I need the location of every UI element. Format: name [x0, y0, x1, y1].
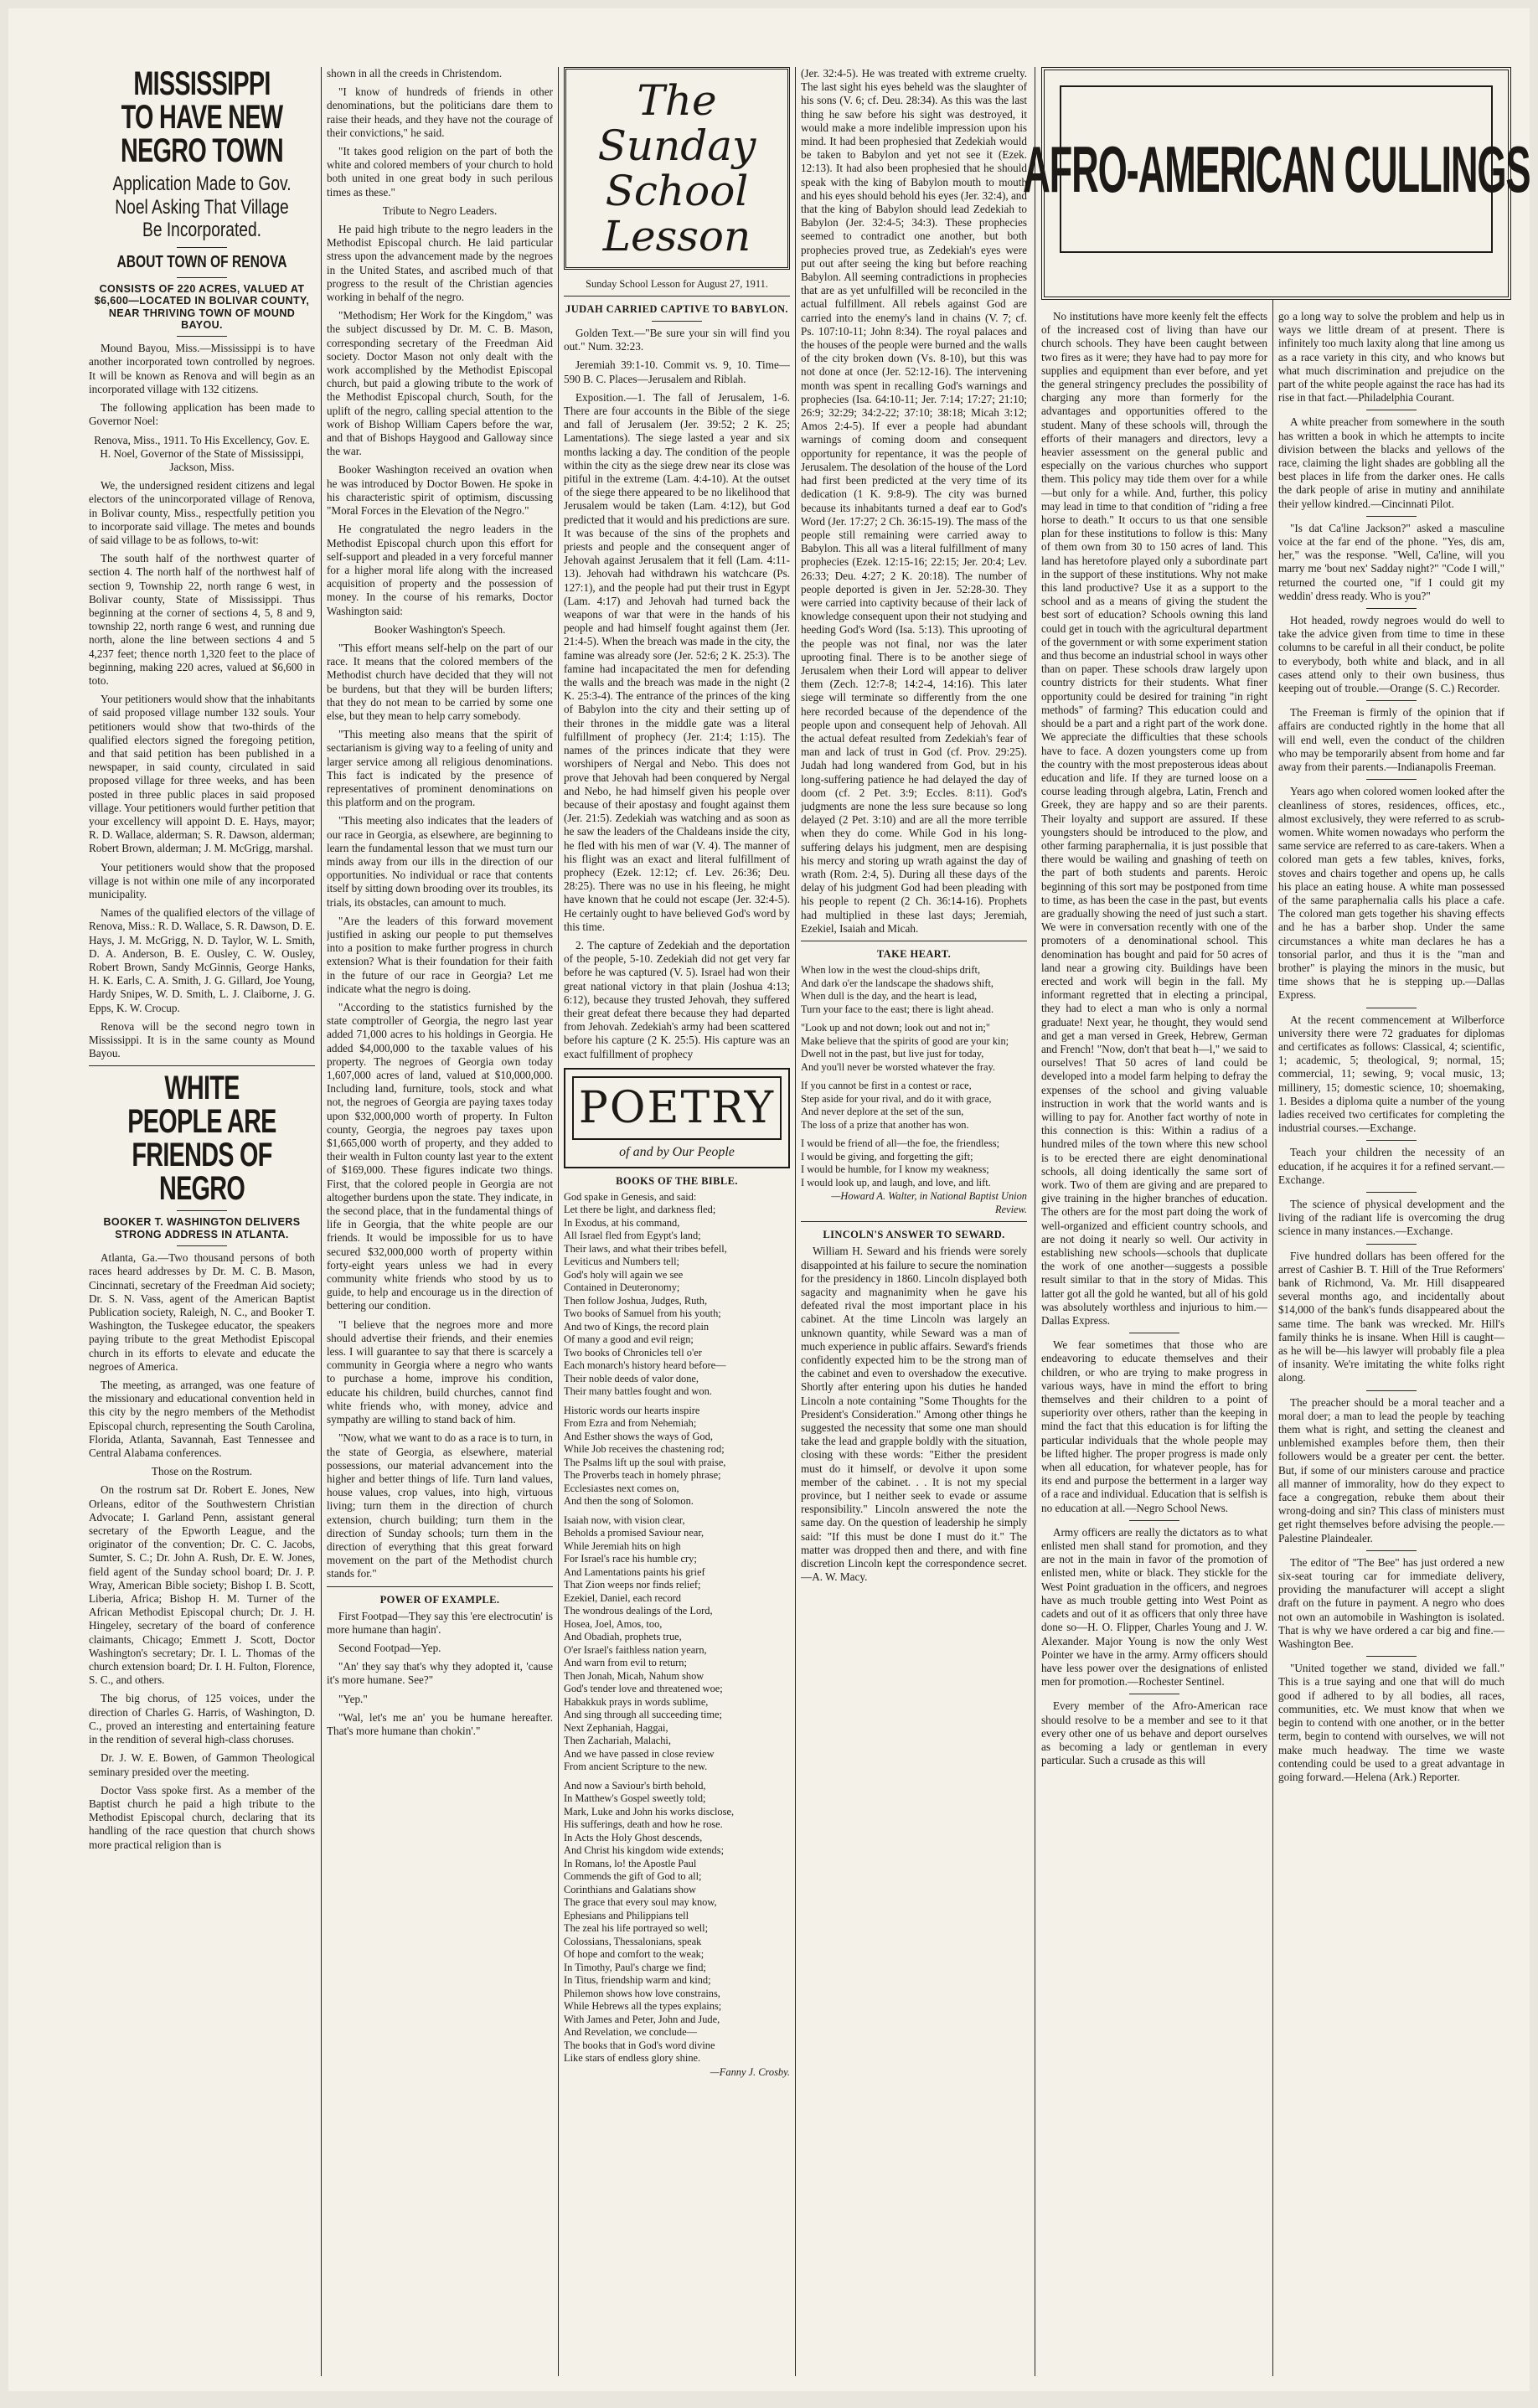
poem-line: In Acts the Holy Ghost descends,: [564, 1831, 703, 1843]
poem-title: TAKE HEART.: [876, 948, 952, 960]
poem-line: When dull is the day, and the heart is lead,: [801, 990, 978, 1002]
article-paragraph: "Now, what we want to do as a race is to turn, in the state of Georgia, as elsewhere, material possessions, our material advancement into the higher and better things of life. Turn land values, house values, crop values, into high, virtuous living; turn them in the direction of church extension, church building; turn them in the direction of Sunday schools; turn them in the direction of everything that this great forward movement on the part of the Methodist church stands for.": [327, 1431, 553, 1580]
poem-line: The books that in God's word divine: [564, 2039, 715, 2051]
poem-line: And warn from evil to return;: [564, 1657, 687, 1669]
article-paragraph: The following application has been made to Governor Noel:: [89, 401, 315, 428]
divider: [177, 1245, 227, 1246]
poem-line: [801, 1016, 1027, 1021]
article-paragraph: He paid high tribute to the negro leaders in the Methodist Episcopal church. He laid particular stress upon the advancement made by the negroes in the United States, and ascribed much of that progress to the result of the Christian agencies working in behalf of the negro.: [327, 223, 553, 304]
article-paragraph: "This meeting also indicates that the leaders of our race in Georgia, as elsewhere, are beginning to learn the fundamental lesson that we must turn our minds away from our ills in the direction of our opportunities. No individual or race that contents itself by sitting down brooding over its troubles, its trials, its obstacles, can amount to much.: [327, 814, 553, 909]
poem-line: I would be humble, for I know my weakness;: [801, 1163, 989, 1175]
poem-line: And Lamentations paints his grief: [564, 1565, 705, 1578]
masthead-title: AFRO-AMERICAN CULLINGS: [1022, 131, 1530, 206]
poem-line: God's tender love and threatened woe;: [564, 1683, 723, 1695]
article-paragraph: A white preacher from somewhere in the south has written a book in which he attempts to incite division between the blacks and yellows of the race, claiming the light shades are gobbling all the best places in life from the darker ones. He calls the dark people of arise in mutiny and annihilate their yellow kindred.—Cincinnati Pilot.: [1278, 415, 1504, 510]
poem-line: Their laws, and what their tribes befell,: [564, 1242, 727, 1255]
article-paragraph: Exposition.—1. The fall of Jerusalem, 1-6. There are four accounts in the Bible of the siege and fall of Jerusalem (Jer. 39:52; 2 K. 25; Lamentations). The siege lasted a year and six months lacking a day. The condition of the people within the city as the siege drew near its close was pitiful in the extreme (Lam. 4:4-10). At the outset of the siege there appeared to be no likelihood that Jerusalem would be taken (Lam. 4:12), but God predicted that it would and his predictions are sure. It was because of the sins of the prophets and priests and people and the consequent anger of Jehovah against Jerusalem that it fell (Lam. 4:11-13). Jehovah had withdrawn his watchcare (Ps. 127:1), and the people had put their trust in Egypt (Lam. 4:17) and Jehovah had turned back the weapons of war that were in the hands of his people and had himself fought against them (Jer. 21:4-5). When the breach was made in the city, the famine was already sore (Jer. 52:6; 2 K. 25:3). The famine had incapacitated the men for defending the walls and the breach was made in the night (2 K. 25:3-4). The entrance of the princes of the king of Babylon into the city and their setting up of their thrones in the middle gate was a literal fulfillment of prophecy (Jer. 21:4; 1:15). The names of the princes indicate that they were worshipers of Nergal and Nebo. This does not prove that Jehovah had been conquered by Nergal and Nebo, he had himself given his people over because of their apostasy and fought against them (Jer. 21:5). Zedekiah was watching and as soon as he saw the leaders of the Chaldeans inside the city, he fled with his men of war (V. 4). The manner of his flight was an exact and literal fulfillment of prophecy (Ezek. 12:12; cf. Lev. 26:36; Deu. 28:25). There was no use in his fleeing, he might have known that he could not escape (Jer. 32:4-5). He certainly ought to have believed God's word by this time.: [564, 390, 790, 933]
article-paragraph: Five hundred dollars has been offered for the arrest of Cashier B. T. Hill of the True Reformers' bank of Richmond, Va. Mr. Hill disappeared several months ago, and incidentally about $14,000 of the bank's funds disappeared about the same time. The bank was wrecked. Mr. Hill's family thinks he is insane. When Hill is caught—as he will be—his lawyer will probably file a plea of insanity. We're imitating the white folks right along.: [1278, 1249, 1504, 1384]
poem-line: Beholds a promised Saviour near,: [564, 1527, 704, 1539]
article-paragraph: The science of physical development and the living of the radiant life is overcoming the drug science in many instances.—Exchange.: [1278, 1197, 1504, 1238]
poem-line: Philemon shows how love constrains,: [564, 1987, 720, 1999]
headline-white-people: WHITE PEOPLE ARE FRIENDS OF NEGRO: [127, 1070, 276, 1208]
poem-take-heart: [801, 964, 1027, 1189]
poem-line: In Matthew's Gospel sweetly told;: [564, 1792, 706, 1805]
article-paragraph: "Methodism; Her Work for the Kingdom," was the subject discussed by Dr. M. C. B. Mason, corresponding secretary of the Freedman Aid society. Doctor Mason not only dealt with the work accomplished by the Methodist Episcopal church, but paid a glowing tribute to the work of the Methodist Episcopal church, South, for the uplift of the negro, calling special attention to the work of Bishop William Capers before the war, and that of Bishops Haygood and Galloway since the war.: [327, 309, 553, 458]
column-5: [1041, 310, 1267, 2376]
poem-line: God spake in Genesis, and said:: [564, 1190, 697, 1203]
article-paragraph: "This effort means self-help on the part of our race. It means that the colored members of the Methodist church have decided that they will not be burdens, but that they will be burden lifters; that they do not mean to be carried by some one else, but they mean to help carry somebody.: [327, 641, 553, 722]
poem-line: In Romans, lo! the Apostle Paul: [564, 1857, 697, 1869]
article-paragraph: At the recent commencement at Wilberforce university there were 72 graduates for diplomas and certificates as follows: Classical, 4; scientific, 1; academic, 5; theological, 9; normal, 15; commercial, 11; sewing, 9; vocal music, 13; millinery, 15; domestic science, 10; shoemaking, 1. Besides a diploma quite a number of the young ladies received two certificates for completing the industrial courses.—Exchange.: [1278, 1013, 1504, 1135]
poem-line: I would be giving, and forgetting the gift;: [801, 1150, 973, 1163]
article-paragraph: Dr. J. W. E. Bowen, of Gammon Theological seminary presided over the meeting.: [89, 1751, 315, 1778]
poetry-title: POETRY: [572, 1076, 782, 1140]
poem-line: And never deplore at the set of the sun,: [801, 1106, 964, 1117]
poem-line: O'er Israel's faithless nation yearn,: [564, 1643, 707, 1656]
poem-line: And Esther shows the ways of God,: [564, 1430, 713, 1442]
poem-line: In Exodus, at his command,: [564, 1216, 680, 1229]
column-2: [327, 67, 553, 2376]
article-paragraph: Atlanta, Ga.—Two thousand persons of both races heard addresses by Dr. M. C. B. Mason, Cincinnati, secretary of the Freedman Aid society; Dr. S. N. Vass, agent of the American Baptist Publication society, Raleigh, N. C., and Booker T. Washington, the Tuskegee educator, the speakers paying tribute to the great Methodist Episcopal church in its efforts to elevate and educate the negroes of America.: [89, 1251, 315, 1373]
divider: [1366, 516, 1417, 517]
lesson-heading: JUDAH CARRIED CAPTIVE TO BABYLON.: [565, 303, 788, 315]
article-paragraph: shown in all the creeds in Christendom.: [327, 67, 503, 80]
article-paragraph: Your petitioners would show that the inhabitants of said proposed village number 132 souls. Your petitioners would show that two-thirds of the qualified electors signed the foregoing petition, and that said petition has been published in a newspaper, in said county, circulated in said proposed village for three weeks, and has been posted in three public places in said proposed village. Your petitioners would further petition that your excellency will appoint D. E. Hays, mayor; R. D. Wallace, alderman; S. R. Dawson, alderman; Robert Brown, alderman; J. M. McGrigg, marshal.: [89, 693, 315, 855]
subhead-acres: CONSISTS OF 220 ACRES, VALUED AT $6,600—LOCATED IN BOLIVAR COUNTY, NEAR THRIVING TOWN OF MOUND BAYOU.: [94, 282, 310, 331]
article-paragraph: Army officers are really the dictators as to what enlisted men shall stand for promotion, and they are not in the main in favor of the promotion of enlisted men, white or black. They stickle for the West Point graduation in the officers, and negroes have as much trouble getting into West Point as cadets and out of it as officers that only three have done so—H. O. Flipper, Charles Young and J. W. Alexander. Major Young is now the only West Pointer we have in the army. Army officers should have less power over the designations of enlisted men for promotion.—Rochester Sentinel.: [1041, 1525, 1267, 1689]
poem-line: All Israel fled from Egypt's land;: [564, 1230, 701, 1242]
poem-line: With James and Peter, John and Jude,: [564, 2013, 720, 2025]
divider: [1366, 700, 1417, 701]
article-paragraph: "I believe that the negroes more and more should advertise their friends, and their enemies less. I will guarantee to say that there is scarcely a community in Georgia where a negro who wants to purchase a home, improve his condition, educate his children, build churches, cannot find white friends who, with money, advice and sympathy are willing to stand back of him.: [327, 1317, 553, 1426]
article-paragraph: Mound Bayou, Miss.—Mississippi is to have another incorporated town controlled by negroes. It will be known as Renova and will begin as an incorporated village with 132 citizens.: [89, 342, 315, 395]
article-paragraph: Golden Text.—"Be sure your sin will find you out." Num. 32:23.: [564, 327, 790, 353]
subhead-application: Application Made to Gov. Noel Asking That Village Be Incorporated.: [112, 173, 292, 242]
poem-line: And you'll never be worsted whatever the fray.: [801, 1060, 995, 1073]
newspaper-page: [8, 8, 1530, 2391]
article-paragraph: "Is dat Ca'line Jackson?" asked a masculine voice at the far end of the phone. "Yes, dis am, her," was the response. "Well, Ca'line, will you marry me 'bout nex' Sadday night?" "Code I will," returned the courted one, "if I could git my weddin' dress ready. Who is you?": [1278, 521, 1504, 602]
poem-line: Then follow Joshua, Judges, Ruth,: [564, 1294, 708, 1307]
sunday-school-lesson-title: The Sunday School Lesson: [597, 76, 756, 260]
poem-line: Hosea, Joel, Amos, too,: [564, 1617, 663, 1630]
poem-line: Contained in Deuteronomy;: [564, 1281, 680, 1294]
poem-line: Step aside for your rival, and do it with grace,: [801, 1092, 992, 1105]
poem-line: And two of Kings, the record plain: [564, 1320, 710, 1333]
lesson-date: Sunday School Lesson for August 27, 1911.: [586, 278, 768, 290]
divider: [1129, 1520, 1179, 1521]
sunday-school-lesson-box: [564, 67, 790, 270]
poem-line: Ecclesiastes next comes on,: [564, 1482, 679, 1494]
afro-american-cullings-masthead: [1022, 67, 1530, 300]
article-paragraph: Renova will be the second negro town in Mississippi. It is in the same county as Mound Bayou.: [89, 1019, 315, 1060]
poem-line: From ancient Scripture to the new.: [564, 1761, 708, 1773]
poem-line: Historic words our hearts inspire: [564, 1404, 700, 1416]
poem-line: [801, 1074, 1027, 1079]
divider: [1366, 1656, 1417, 1657]
article-paragraph: We fear sometimes that those who are endeavoring to educate themselves and their children, or who are trying to make progress in various ways, have in mind the effort to bring themselves and their children to a point of superiority over others, rather than the keeping in mind the fact that this education is for lifting the particular individuals that the whole people may be lifted higher. The proper progress is made only when all education, for whatever people, has for its end and purpose the betterment in a larger way of a race and individual. Education that is selfish is no education at all.—Negro School News.: [1041, 1338, 1267, 1514]
article-paragraph: We, the undersigned resident citizens and legal electors of the unincorporated village of Renova, in Bolivar county, Miss., respectfully petition you to incorporate said village. The metes and bounds of said village to be as follows, to-wit:: [89, 479, 315, 546]
article-paragraph: First Footpad—They say this 'ere electrocutin' is more humane than hagin'.: [327, 1609, 553, 1636]
poem-line: From Ezra and from Nehemiah;: [564, 1417, 697, 1430]
poem-line: Two books of Chronicles tell o'er: [564, 1346, 702, 1359]
column-rule: [321, 67, 322, 2376]
divider: [1366, 1140, 1417, 1141]
article-paragraph: "Yep.": [338, 1692, 368, 1705]
column-1: [89, 67, 315, 2376]
poem-signature: —Howard A. Walter, in National Baptist Union Review.: [831, 1190, 1027, 1216]
section-heading: Those on the Rostrum.: [151, 1465, 253, 1478]
poem-line: And Christ his kingdom wide extends;: [564, 1844, 725, 1857]
article-paragraph: The south half of the northwest quarter of section 4. The north half of the northwest half of section 9, Township 22, north range 6 west, in Bolivar county, State of Mississippi. Thus beginning at the corner of sections 4, 5, 8 and 9, township 22, north range 6 west, and running due north, alone the line between sections 4 and 5 4,237 feet; thence north 1,320 feet to the place of beginning, making 220 acres, valued at $6,600 in toto.: [89, 552, 315, 687]
poem-line: Dwell not in the past, but live just for today,: [801, 1048, 984, 1060]
article-paragraph: "An' they say that's why they adopted it, 'cause it's more humane. See?": [327, 1660, 553, 1687]
divider: [801, 1221, 1027, 1222]
subhead-washington: BOOKER T. WASHINGTON DELIVERS STRONG ADDRESS IN ATLANTA.: [103, 1216, 301, 1240]
article-paragraph: "This meeting also means that the spirit of sectarianism is giving way to a feeling of unity and larger service among all religious denominations. This fact is indicated by the presence of representatives of prominent denominations on this platform and on the program.: [327, 728, 553, 809]
article-paragraph: No institutions have more keenly felt the effects of the increased cost of living than have our church schools. They have been caught between two fires as it were; they have had to pay more for supplies and equipment than ever before, and yet the general stringency precludes the possibility of charging any more than formerly for the advantages and opportunities offered to the student. Many of these schools will, through the efforts of their managers and directors, levy a heavier assessment on the general public and especially on the various churches who support them. This policy may tide them over for a while—but only for a while. And, further, this policy may lead in time to that condition of "riding a free horse to death." It occurs to us that one sensible plan for these institutions to follow is this: Many of them own from 30 to 150 acres of land. This land has heretofore played only a subordinate part in the support of these institutions. Why not make this land productive? Use it as a support to the school and as a means of giving the student the best sort of education? Schools owning this land could get in touch with the agricultural department of the government or with some experiment station and thus become an industrial school in ways other than on paper. These schools draw largely upon country districts for their students. What finer opportunity could be desired for training "in right methods" of farming? This education could and should be a part and a right part of the work done. We appreciate the difficulties that these schools have to face. A dozen youngsters come up from the country with the most preposterous ideas about education and life. If they are turned loose on a course leading through algebra, Latin, French and Greek, they are happy and so are their parents. Their loyalty and support are assured. If these youngsters should be introduced to the plow, and other farming paraphernalia, it is just possible that there would be wailing and gnashing of teeth on the part of both students and parents. Heroic beginning of this sort may be postponed from time to time, as has been the case in the past, but events are gradually showing the need of just such a start. We were in conversation recently with one of the promoters of a denominational school. This denomination has bought and paid for 50 acres of land near a growing city. Buildings have been erected and work will begin in the fall. My informant regretted that in electing a principal, they had to elect a man who is only a normal graduate! Next year, he thought, they would send and get a man versed in Greek, Hebrew, German and French! "Now, don't that beat h—l," we said to ourselves! That 50 acres of land could be developed into a model farm helping to defray the expenses of the school and giving valuable instruction in work that the world wants and is willing to pay for. Another fact worthy of note in this connection is this: Within a radius of a hundred miles of the town where this new school is to be erected there are eight denominational schools, all doing identically the same sort of work. Two of them are giving and are prepared to give training in the higher branches of education. The others are for the most part doing the work of well-organized and efficient country schools, and are not doing it nearly so well. Our activity in establishing new schools—schools that duplicate the work of one another—suggests a possible result similar to that in the story of Midas. This latter got all the gold he wanted, but all of his gold was absolutely worthless and injurious to him.—Dallas Express.: [1041, 310, 1267, 1328]
article-title-power-of-example: POWER OF EXAMPLE.: [379, 1593, 500, 1606]
article-paragraph: Teach your children the necessity of an education, if he acquires it for a refined servant.—Exchange.: [1278, 1146, 1504, 1186]
article-paragraph: On the rostrum sat Dr. Robert E. Jones, New Orleans, editor of the Southwestern Christian Advocate; I. Garland Penn, assistant general secretary of the Epworth League, and the originator of the convention; Dr. C. C. Jacobs, Sumter, S. C.; Dr. John A. Rush, Dr. E. W. Jones, field agent of the Sunday school board; Dr. J. P. Wray, American Bible society; Bishop I. B. Scott, Liberia, Africa; Bishop H. M. Turner of the African Methodist Episcopal church; Dr. J. H. Hingeley, secretary of the board of conference claimants, Chicago; Emmett J. Scott, Doctor Washington's secretary; Dr. I. L. Thomas of the church extension board; Dr. I. H. Fulton, Florence, S. C., and others.: [89, 1483, 315, 1687]
poem-line: While Hebrews all the types explains;: [564, 2000, 722, 2013]
article-paragraph: "United together we stand, divided we fall." This is a true saying and one that will do much good if adhered to by all bodies, all races, communities, etc. We must know that when we begin to contend with one another, or in the better term, begin to contend with ourselves, we will not make much headway. The time we waste contending could be used to a great advantage in going forward.—Helena (Ark.) Reporter.: [1278, 1662, 1504, 1783]
article-paragraph: "I know of hundreds of friends in other denominations, but the politicians dare them to raise their heads, and they have not the courage of their convictions," he said.: [327, 85, 553, 139]
poem-line: And sing through all succeeding time;: [564, 1709, 722, 1721]
poem-signature: —Fanny J. Crosby.: [710, 2065, 790, 2078]
poem-line: And now a Saviour's birth behold,: [564, 1779, 706, 1792]
poem-line: [564, 1399, 790, 1404]
poem-line: Corinthians and Galatians show: [564, 1883, 696, 1895]
column-rule: [1272, 67, 1273, 2376]
article-paragraph: 2. The capture of Zedekiah and the deportation of the people, 5-10. Zedekiah did not get very far before he was captured (V. 5). Israel had won their great national victory in that plain (Joshua 4:13; 6:12), because they trusted Jehovah, they suffered their great defeat there because they had departed from Jehovah. Zedekiah's army had been scattered before his capture (2 K. 25:5). His capture was an exact fulfillment of prophecy: [564, 938, 790, 1060]
poem-line: In Timothy, Paul's charge we find;: [564, 1961, 706, 1973]
poem-line: That Zion weeps nor finds relief;: [564, 1579, 701, 1591]
divider: [1366, 1550, 1417, 1551]
article-paragraph: William H. Seward and his friends were sorely disappointed at his failure to secure the nomination for the presidency in 1860. Lincoln displayed both sagacity and magnanimity when he gave his defeated rival the most important place in his cabinet. At the time Lincoln was largely an unknown quantity, while Seward was a man of much experience in public affairs. Seward's friends confidently expected him to be the strong man of the cabinet and even to overshadow the executive. Shortly after entering upon his duties he handed Lincoln a note containing "Some Thoughts for the President's Consideration." Among other things he suggested the necessity that some one man should take the lead and grapple boldly with the situation, closing with these words: "Either the president must do it himself, or devolve it upon some member of the cabinet. . . It is not my special province, but I neither seek to evade or assume responsibility." Lincoln answered the note the same day. On the question of leadership he simply said: "If this must be done I must do it." The matter was dropped then and there, and with fine discretion Lincoln kept the correspondence secret.—A. W. Macy.: [801, 1245, 1027, 1584]
divider: [1366, 608, 1417, 609]
article-paragraph: Every member of the Afro-American race should resolve to be a member and see to it that every other one of us behave and deport ourselves as becoming a lady or gentleman in every particular. Such a crusade as this will: [1041, 1699, 1267, 1767]
poem-line: [564, 1508, 790, 1513]
poem-line: I would look up, and laugh, and love, and lift.: [801, 1176, 991, 1189]
article-paragraph: "It takes good religion on the part of both the white and colored members of your church to hold both united in one great body in such perilous times as these.": [327, 145, 553, 199]
poetry-box: [564, 1068, 790, 1168]
article-paragraph: The preacher should be a moral teacher and a moral doer; a man to lead the people by teaching them what is right, and setting the cleanest and unblemished examples before them, then their followers would be a greater per cent. the better. But, if some of our ministers carouse and practice all manner of immorality, how do they expect to face a congregation, rebuke them about their wrong-doing and sin? This class of ministers must get right themselves before advising the people.—Palestine Plaindealer.: [1278, 1395, 1504, 1544]
poem-line: And dark o'er the landscape the shadows shift,: [801, 977, 994, 989]
poem-line: While Jeremiah hits on high: [564, 1539, 681, 1552]
article-paragraph: "According to the statistics furnished by the state comptroller of Georgia, the negro last year added 71,000 acres to his holdings in Georgia. He added $4,000,000 to the taxable values of his property. The negroes of Georgia own today 1,607,000 acres of land, valued at $10,000,000. Including land, furniture, tools, stock and what not, the negroes of Georgia are paying taxes today upon $32,000,000 worth of property. In Fulton county, Georgia, the negroes pay taxes upon $1,665,000 worth of property, and they added to their wealth in Fulton county last year to the extent of $169,000. These figures indicate two things. First, that the colored people in Georgia are not altogether burdens upon the state. They indicate, in the second place, that in the fundamental things of life in Georgia, that the white people are our friends. It would be impossible for us to have secured $32,000,000 worth of property within forty-eight years unless we had in every community white friends who stood by us to guide, to help and encourage us in the direction of bettering our condition.: [327, 1001, 553, 1312]
divider: [1366, 779, 1417, 780]
divider: [1366, 1390, 1417, 1391]
column-6: [1278, 310, 1504, 2376]
poem-line: Ephesians and Philippians tell: [564, 1909, 689, 1921]
poem-line: The grace that every soul may know,: [564, 1896, 717, 1909]
article-paragraph: Years ago when colored women looked after the cleanliness of stores, residences, offices, etc., almost exclusively, they were referred to as scrub-women. White women nowadays who perform the same service are referred to as care-takers. When a colored man gets a few tables, knives, forks, stoves and chairs together and opens up, he calls his place an eating house. A white man possessed of the same paraphernalia calls his place a cafe. The colored man gets together his shaving effects and he has a barber shop. Under the same circumstances a white man declares he has a tonsorial parlor, and thus it is the "man and brother" is playing the minors in the music, but time shows that he is stepping up.—Dallas Express.: [1278, 785, 1504, 1002]
poem-line: Isaiah now, with vision clear,: [564, 1513, 685, 1526]
column-4: [801, 67, 1027, 2376]
article-paragraph: Booker Washington received an ovation when he was introduced by Doctor Bowen. He spoke in his characteristic spirit of optimism, discussing "Moral Forces in the Elevation of the Negro.": [327, 463, 553, 518]
poem-line: His sufferings, death and how he rose.: [564, 1818, 723, 1831]
poem-line: And Revelation, we conclude—: [564, 2026, 697, 2039]
article-paragraph: Doctor Vass spoke first. As a member of the Baptist church he paid a high tribute to the Methodist Episcopal church, declaring that its handling of the race question that church shows more practical religion than is: [89, 1783, 315, 1851]
article-paragraph: Your petitioners would show that the proposed village is not within one mile of any incorporated municipality.: [89, 860, 315, 900]
poem-line: The loss of a prize that another has won.: [801, 1118, 969, 1131]
divider: [177, 1210, 227, 1211]
article-title-lincoln: LINCOLN'S ANSWER TO SEWARD.: [823, 1229, 1005, 1241]
article-paragraph: (Jer. 32:4-5). He was treated with extreme cruelty. The last sight his eyes beheld was the slaughter of his sons (V. 6; cf. Deu. 28:34). As this was the last thing he saw before his sight was destroyed, it would make a more indelible impression upon his mind. It had been prophesied that Zedekiah would be taken to Babylon and yet not see it (Ezek. 12:13). It had also been prophesied that he should speak with the king of Babylon mouth to mouth and his eyes should behold his eyes (Jer. 32:4), and that the king of Babylon should lead Zedekiah to Babylon (Jer. 32:4-5; 34:3). These prophecies seemed to contradict one another, but both prophecies proved true, as Zedekiah's eyes were put out after seeing the king but before reaching Babylon. All seeming contradictions in prophecies that are as yet unfulfilled will be reconciled in the actual fulfillment. All rebels against God are carried into the enemy's land in chains (V. 7; cf. Ps. 107:10-11; John 8:34). The royal palaces and the houses of the people were burned and the walls of the city broken down (Vs. 8-10), but this was not done at once (Jer. 52:12-16). The intervening month was spent in recalling God's warnings and prophecies (Isa. 64:10-11; Jer. 7:14; 17:27; 21:10; 26:9; 32:29; 34:2-22; 37:10; 38:18; Micah 3:12; Amos 2:4-5). If ever a people had abundant warnings of coming doom and consequent opportunity for repentance, it was the people of Jerusalem. The desolation of the house of the Lord had first been predicted at the very time of its dedication (1 K. 9:8-9). The city was burned because its inhabitants turned a deaf ear to God's Word (Jer. 17:27; 2 Ch. 36:15-19). The mass of the people still remaining were carried away to Babylon. This all was a literal fulfillment of many prophecies (Ezek. 12:15-16; 22:15; Jer. 20:4; Lev. 26:33; Deu. 4:27; 2 K. 20:18). The number of people deported is given in Jer. 52:28-30. They were carried into captivity because of their lack of knowledge consequent upon their not studying and heeding God's Word (Isa. 5:13). This uprooting of the people was not final, nor was the later uprooting final. There is to be another siege of Jerusalem when their Lord will appear to deliver them (Zech. 12:7-8; 14:2-4, 14:16). This later siege will terminate so differently from the one here recorded because of the dependence of the people upon and consequent help of Jehovah. All the actual defeat resulted from Zedekiah's fear of man and lack of trust in God (cf. Prov. 29:25). Judah had long wandered from God, but in his long-suffering patience he had delayed the day of doom (cf. 2 Pet. 3:9; Eccles. 8:11). God's judgments are none the less sure because so long delayed (2 Pet. 3:10) and are all the more terrible when they do come. While God in his long-suffering delays his judgment, men are despising his mercy and storing up wrath against the day of wrath (Rom. 2:4, 5). During all these days of the delay of his judgment God had been pleading with his people to repent (2 Ch. 36:14-16). Prophets had multiplied in these last days; Jeremiah, Ezekiel, Isaiah and Micah.: [801, 67, 1027, 935]
poem-line: I would be friend of all—the foe, the friendless;: [801, 1137, 1000, 1149]
subhead-renova: ABOUT TOWN OF RENOVA: [116, 252, 287, 271]
headline-mississippi: MISSISSIPPI TO HAVE NEW NEGRO TOWN: [121, 67, 283, 169]
poem-line: The zeal his life portrayed so well;: [564, 1922, 709, 1935]
divider: [177, 247, 227, 248]
poem-line: Next Zephaniah, Haggai,: [564, 1721, 668, 1734]
column-3: [564, 67, 790, 2376]
article-paragraph: "Wal, let's me an' you be humane hereafter. That's more humane than chokin'.": [327, 1710, 553, 1737]
poem-books-of-bible: [564, 1191, 790, 2065]
article-paragraph: Second Footpad—Yep.: [338, 1641, 441, 1654]
poem-line: Turn your face to the east; there is light ahead.: [801, 1003, 994, 1015]
poem-line: Each monarch's history heard before—: [564, 1359, 726, 1372]
article-paragraph: He congratulated the negro leaders in the Methodist Episcopal church upon this effort for self-support and pleaded in a very forceful manner for a higher moral life along with the increased acquisition of property and the possession of money. In the course of his remarks, Doctor Washington said:: [327, 523, 553, 617]
poem-line: Colossians, Thessalonians, speak: [564, 1935, 702, 1947]
poem-line: Habakkuk prays in words sublime,: [564, 1695, 709, 1708]
poem-line: Make believe that the spirits of good are your kin;: [801, 1034, 1009, 1047]
column-rule: [795, 67, 796, 2376]
poem-line: Their many battles fought and won.: [564, 1385, 712, 1398]
divider: [177, 336, 227, 337]
poem-line: When low in the west the cloud-ships drift,: [801, 964, 981, 976]
poem-line: Their noble deeds of valor done,: [564, 1372, 699, 1384]
poem-line: Ezekiel, Daniel, each record: [564, 1591, 681, 1604]
poem-line: And then the song of Solomon.: [564, 1495, 694, 1508]
poem-line: Like stars of endless glory shine.: [564, 2052, 701, 2065]
poem-line: Two books of Samuel from his youth;: [564, 1307, 721, 1320]
column-rule: [558, 67, 559, 2376]
article-paragraph: The big chorus, of 125 voices, under the direction of Charles G. Harris, of Washington, D. C., proved an interesting and entertaining feature in the rendition of several high-class choruses.: [89, 1692, 315, 1746]
divider: [327, 1586, 553, 1587]
poem-line: Mark, Luke and John his works disclose,: [564, 1805, 735, 1818]
section-heading: Booker Washington's Speech.: [374, 622, 506, 636]
article-paragraph: The editor of "The Bee" has just ordered a new six-seat touring car for immediate delivery, providing the manufacturer will accept a slight draft on the future in payment. A negro who does not own an automobile in Washington is isolated. That is why we have ordered a car big and fine.—Washington Bee.: [1278, 1555, 1504, 1651]
article-paragraph: Names of the qualified electors of the village of Renova, Miss.: R. D. Wallace, S. R. Dawson, D. E. Hays, J. M. McGrigg, N. D. Taylor, W. L. Smith, D. A. Anderson, B. E. Ousley, C. W. Ousley, Robert Brown, Sandy McGinnis, George Hanks, H. K. Earls, C. A. Smith, J. G. Gillard, Joe Young, Hardy Snipes, W. D. Smith, L. J. Claiborne, J. G. Epps, K. W. Crocup.: [89, 906, 315, 1014]
poem-line: Then Zachariah, Malachi,: [564, 1735, 671, 1747]
poem-line: "Look up and not down; look out and not in;": [801, 1022, 990, 1034]
poem-line: Leviticus and Numbers tell;: [564, 1256, 679, 1268]
poem-line: Let there be light, and darkness fled;: [564, 1204, 716, 1216]
article-paragraph: go a long way to solve the problem and help us in ways we little dream of at present. There is infinitely too much laxity along that line among us as a race variety in this city, and who knows but what much discrimination and prejudice on the part of the white people against the race has had its rise in that fact.—Philadelphia Courant.: [1278, 310, 1504, 405]
article-paragraph: "Are the leaders of this forward movement justified in asking our people to put themselves into a position to make further progress in church extension? What is their foundation for their faith in the future of our race in Georgia? Let me indicate what the negro is doing.: [327, 914, 553, 995]
poem-line: Commends the gift of God to all;: [564, 1870, 702, 1883]
article-paragraph: The meeting, as arranged, was one feature of the missionary and educational convention held in this city by the negro members of the Methodist Episcopal church, representing the South Carolina, Florida, Atlanta, Savannah, East Tennessee and Central Alabama conferences.: [89, 1379, 315, 1460]
divider: [89, 1065, 315, 1066]
poem-line: Of hope and comfort to the weak;: [564, 1948, 704, 1961]
poem-line: And we have passed in close review: [564, 1747, 715, 1760]
poem-line: And Obadiah, prophets true,: [564, 1631, 682, 1643]
poem-line: Of many a good and evil reign;: [564, 1333, 694, 1346]
article-paragraph: Hot headed, rowdy negroes would do well to take the advice given from time to time in these columns to be careful in all their conduct, be polite to everybody, both white and black, and in all cases attend only to their own business, thus keeping out of trouble.—Orange (S. C.) Recorder.: [1278, 614, 1504, 695]
poem-line: God's holy will again we see: [564, 1268, 684, 1281]
poem-line: While Job receives the chastening rod;: [564, 1443, 725, 1456]
divider: [652, 321, 702, 322]
poem-line: The Psalms lift up the soul with praise,: [564, 1456, 726, 1468]
article-paragraph: Renova, Miss., 1911. To His Excellency, Gov. E. H. Noel, Governor of the State of Mississippi, Jackson, Miss.: [94, 433, 310, 473]
masthead-frame: [1022, 85, 1530, 253]
poem-line: [801, 1132, 1027, 1137]
poem-line: If you cannot be first in a contest or race,: [801, 1080, 972, 1091]
poem-line: [564, 1774, 790, 1779]
article-paragraph: The Freeman is firmly of the opinion that if affairs are conducted rightly in the home that all will end well, even the conduct of the children who may be temporarily absent from home and far away from their parents.—Indianapolis Freeman.: [1278, 706, 1504, 774]
section-heading: Tribute to Negro Leaders.: [382, 204, 498, 217]
poem-line: Then Jonah, Micah, Nahum show: [564, 1669, 704, 1682]
poetry-subtitle: of and by Our People: [619, 1144, 735, 1159]
divider: [1366, 1192, 1417, 1193]
article-paragraph: Jeremiah 39:1-10. Commit vs. 9, 10. Time—590 B. C. Places—Jerusalem and Riblah.: [564, 358, 790, 385]
poem-line: The wondrous dealings of the Lord,: [564, 1605, 713, 1617]
poem-line: For Israel's race his humble cry;: [564, 1553, 697, 1565]
poem-title: BOOKS OF THE BIBLE.: [616, 1174, 738, 1187]
divider: [1366, 1244, 1417, 1245]
divider: [177, 277, 227, 278]
poem-line: The Proverbs teach in homely phrase;: [564, 1469, 721, 1482]
poem-line: In Titus, friendship warm and kind;: [564, 1974, 711, 1987]
